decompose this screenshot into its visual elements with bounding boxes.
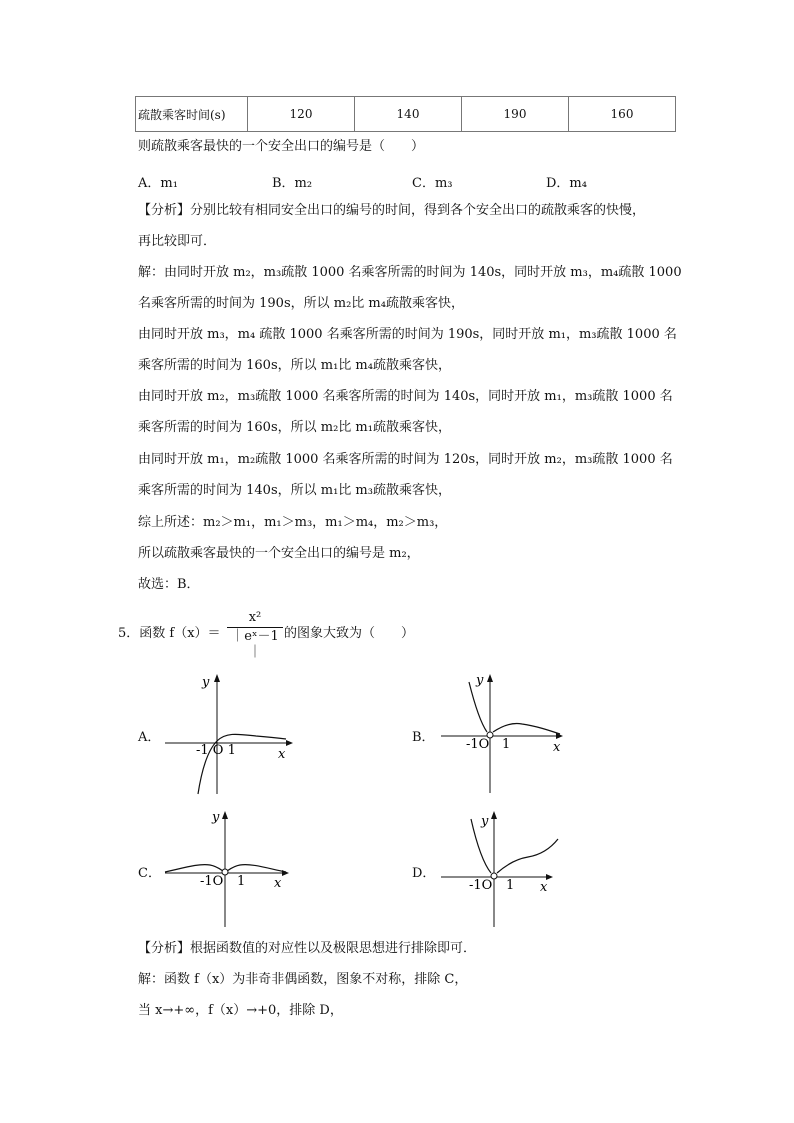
graph-c [160, 805, 300, 930]
fraction-numerator: x² [248, 610, 262, 625]
option-a: A．m₁ [138, 176, 178, 191]
solution-line: 综上所述：m₂＞m₁，m₁＞m₃，m₁＞m₄，m₂＞m₃， [138, 515, 448, 530]
tick-label-right: 1 [506, 878, 515, 893]
x-axis-label: x [540, 880, 548, 895]
y-axis-label: y [212, 810, 220, 825]
data-table [135, 96, 676, 132]
question-5-prefix: 5．函数 f（x）＝ [118, 626, 221, 641]
x-axis-label: x [278, 747, 286, 762]
solution-line: 由同时开放 m₂，m₃疏散 1000 名乘客所需的时间为 140s，同时开放 m₁，m₃疏散 1000 名 [138, 389, 673, 404]
option-d: D．m₄ [546, 176, 587, 191]
y-axis-label: y [481, 814, 489, 829]
solution-line: 所以疏散乘客最快的一个安全出口的编号是 m₂， [138, 546, 420, 561]
question-text: 则疏散乘客最快的一个安全出口的编号是（ ） [138, 139, 425, 154]
tick-labels: -1 O 1 [196, 743, 236, 758]
solution-line: 解：函数 f（x）为非奇非偶函数，图象不对称，排除 C， [138, 972, 468, 987]
curve-right [497, 839, 558, 873]
y-axis-label: y [202, 675, 210, 690]
curve-left [165, 865, 223, 872]
option-c: C．m₃ [412, 176, 453, 191]
graph-option-d-label: D． [412, 866, 436, 881]
y-axis-arrow [214, 674, 220, 682]
table-cell: 160 [569, 97, 676, 132]
analysis-text: 再比较即可． [138, 234, 217, 249]
solution-line: 名乘客所需的时间为 190s，所以 m₂比 m₄疏散乘客快， [138, 296, 464, 311]
tick-label-right: 1 [502, 737, 511, 752]
y-axis-arrow [487, 674, 493, 682]
x-axis-arrow [286, 740, 293, 746]
table-cell: 140 [355, 97, 462, 132]
graph-option-c-label: C． [138, 866, 161, 881]
curve-right [493, 723, 560, 734]
tick-labels-left: -1O [469, 878, 493, 893]
solution-line: 乘客所需的时间为 160s，所以 m₁比 m₄疏散乘客快， [138, 358, 451, 373]
graph-option-a-label: A． [138, 730, 161, 745]
table-cell: 190 [462, 97, 569, 132]
table-row-label: 疏散乘客时间(s) [136, 97, 248, 132]
graph-option-b-label: B． [412, 730, 435, 745]
tick-labels-left: -1O [466, 737, 490, 752]
option-b: B．m₂ [272, 176, 313, 191]
tick-label-right: 1 [237, 874, 246, 889]
table-cell: 120 [248, 97, 355, 132]
analysis-text: 【分析】根据函数值的对应性以及极限思想进行排除即可． [138, 941, 477, 956]
analysis-text: 【分析】分别比较有相同安全出口的编号的时间，得到各个安全出口的疏散乘客的快慢， [138, 203, 646, 218]
fraction-denominator: ｜eˣ－1｜ [231, 629, 279, 660]
graph-a [160, 668, 300, 798]
function-fraction [227, 610, 283, 661]
y-axis-label: y [476, 673, 484, 688]
solution-line: 由同时开放 m₁，m₂疏散 1000 名乘客所需的时间为 120s，同时开放 m₂，m₃疏散 1000 名 [138, 452, 673, 467]
x-axis-label: x [553, 740, 561, 755]
table-row [136, 97, 676, 132]
fraction-bar [227, 627, 283, 628]
tick-labels-left: -1O [200, 874, 224, 889]
solution-line: 由同时开放 m₃，m₄ 疏散 1000 名乘客所需的时间为 190s，同时开放 m₁，m₃疏散 1000 名 [138, 327, 677, 342]
y-axis-arrow [491, 811, 497, 819]
y-axis-arrow [222, 811, 228, 819]
question-5-suffix: 的图象大致为（ ） [284, 626, 415, 641]
x-axis-label: x [274, 876, 282, 891]
solution-line: 当 x→+∞，f（x）→+0，排除 D， [138, 1003, 343, 1018]
graph-d [436, 805, 576, 930]
solution-line: 乘客所需的时间为 160s，所以 m₂比 m₁疏散乘客快， [138, 420, 451, 435]
solution-line: 乘客所需的时间为 140s，所以 m₁比 m₃疏散乘客快， [138, 483, 451, 498]
curve-right [227, 865, 286, 872]
solution-line: 故选：B． [138, 577, 200, 592]
curve-left [469, 682, 487, 732]
graph-b [436, 668, 576, 798]
solution-line: 解：由同时开放 m₂，m₃疏散 1000 名乘客所需的时间为 140s，同时开放 m₃，m₄疏散 1000 [138, 265, 682, 280]
